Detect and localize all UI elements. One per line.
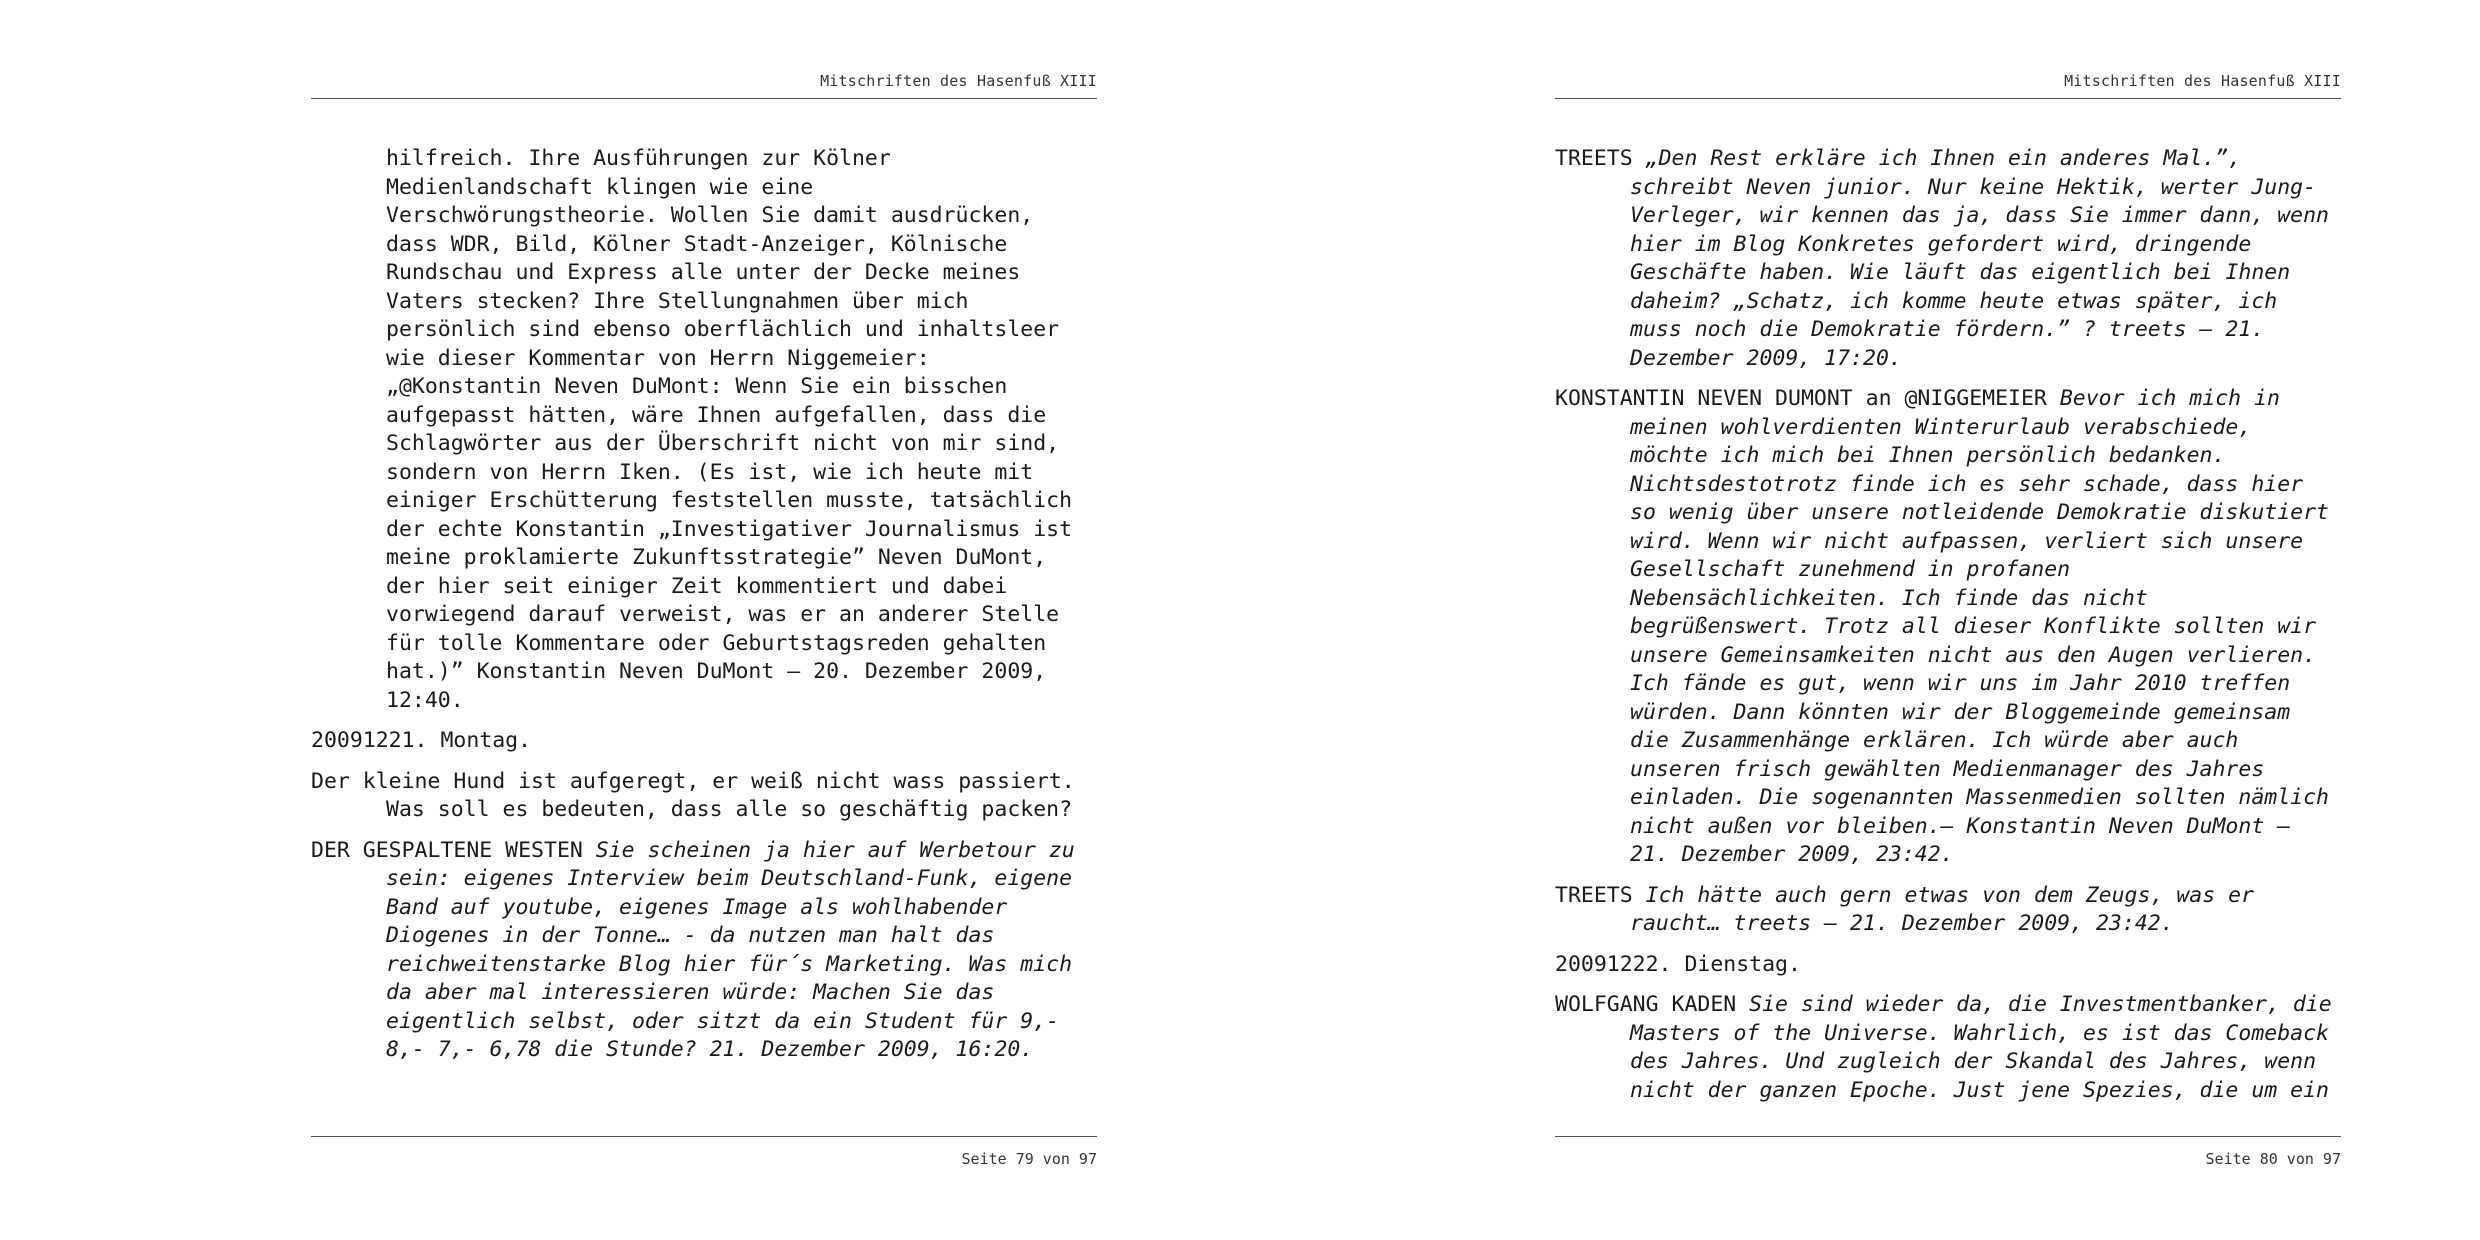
page-number: Seite 80 von 97 <box>2205 1150 2341 1168</box>
date-heading: 20091221. Montag. <box>311 728 532 753</box>
entry-treets-2 <box>1555 882 2341 939</box>
right-page <box>1555 0 2341 1240</box>
footer-rule <box>1555 1136 2341 1137</box>
entry-speaker: TREETS <box>1555 882 1633 908</box>
entry-westen <box>311 837 1097 1065</box>
header-rule <box>1555 98 2341 99</box>
entry-kaden <box>1555 991 2341 1105</box>
header-rule <box>311 98 1097 99</box>
entry-text: Ich hätte auch gern etwas von dem Zeugs, was er raucht… treets — 21. Dezember 2009, 23:42. <box>1630 882 2254 936</box>
left-page <box>311 0 1097 1240</box>
entry-text: Sie scheinen ja hier auf Werbetour zu sein: eigenes Interview beim Deutschland-Funk, eigene Band auf youtube, eigenes Image als wohlhabender Diogenes in der Tonne… - da nutzen man halt das reichweitenstarke Blog hier für´s Marketing. Was mich da aber mal interessieren würde: Machen Sie das eigentlich selbst, oder sitzt da ein Student für 9,- 8,- 7,- 6,78 die Stunde? 21. Dezember 2009, 16:20. <box>386 837 1075 1062</box>
entry-dog: Der kleine Hund ist aufgeregt, er weiß nicht wass passiert. Was soll es bedeuten, dass alle so geschäftig packen? <box>311 768 1075 822</box>
entry-speaker: KONSTANTIN NEVEN DUMONT an @NIGGEMEIER <box>1555 386 2047 411</box>
page-number: Seite 79 von 97 <box>961 1150 1097 1168</box>
page-body <box>311 145 1097 1077</box>
entry-text: Sie sind wieder da, die Investmentbanker, die Masters of the Universe. Wahrlich, es ist das Comeback des Jahres. Und zugleich der Skandal des Jahres, wenn nicht der ganzen Epoche. Just jene Spezies, die um ein <box>1630 992 2332 1103</box>
entry-text: „Den Rest erkläre ich Ihnen ein anderes Mal.”, schreibt Neven junior. Nur keine Hektik, werter Jung-Verleger, wir kennen das ja, dass Sie immer dann, wenn hier im Blog Konkretes gefordert wird, dringende Geschäfte haben. Wie läuft das eigentlich bei Ihnen daheim? „Schatz, ich komme heute etwas später, ich muss noch die Demokratie fördern.” ? treets — 21. Dezember 2009, 17:20. <box>1630 146 2329 371</box>
running-header: Mitschriften des Hasenfuß XIII <box>820 72 1097 90</box>
page-body <box>1555 145 2341 1117</box>
date-heading: 20091222. Dienstag. <box>1555 951 1801 977</box>
continued-comment: hilfreich. Ihre Ausführungen zur Kölner Medienlandschaft klingen wie eine Verschwörungstheorie. Wollen Sie damit ausdrücken, dass WDR, Bild, Kölner Stadt-Anzeiger, Kölnische Rundschau und Express alle unter der Decke meines Vaters stecken? Ihre Stellungnahmen über mich persönlich sind ebenso oberflächlich und inhaltsleer wie dieser Kommentar von Herrn Niggemeier: „@Konstantin Neven DuMont: Wenn Sie ein bisschen aufgepasst hätten, wäre Ihnen aufgefallen, dass die Schlagwörter aus der Überschrift nicht von mir sind, sondern von Herrn Iken. (Es ist, wie ich heute mit einiger Erschütterung feststellen musste, tatsächlich der echte Konstantin „Investigativer Journalismus ist meine proklamierte Zukunftsstrategie” Neven DuMont, der hier seit einiger Zeit kommentiert und dabei vorwiegend darauf verweist, was er an anderer Stelle für tolle Kommentare oder Geburtstagsreden gehalten hat.)” Konstantin Neven DuMont — 20. Dezember 2009, 12:40. <box>386 146 1073 713</box>
entry-text: Bevor ich mich in meinen wohlverdienten Winterurlaub verabschiede, möchte ich mich bei Ihnen persönlich bedanken. Nichtsdestotrotz finde ich es sehr schade, dass hier so wenig über unsere notleidende Demokratie diskutiert wird. Wenn wir nicht aufpassen, verliert sich unsere Gesellschaft zunehmend in profanen Nebensächlichkeiten. Ich finde das nicht begrüßenswert. Trotz all dieser Konflikte sollten wir unsere Gemeinsamkeiten nicht aus den Augen verlieren. Ich fände es gut, wenn wir uns im Jahr 2010 treffen würden. Dann könnten wir der Bloggemeinde gemeinsam die Zusammenhänge erklären. Ich würde aber auch unseren frisch gewählten Medienmanager des Jahres einladen. Die sogenannten Massenmedien sollten nämlich nicht außen vor bleiben.— Konstantin Neven DuMont — 21. Dezember 2009, 23:42. <box>1630 386 2329 867</box>
entry-speaker: DER GESPALTENE WESTEN <box>311 837 583 863</box>
footer-rule <box>311 1136 1097 1137</box>
entry-kndm <box>1555 385 2341 870</box>
entry-treets-1 <box>1555 145 2341 373</box>
running-header: Mitschriften des Hasenfuß XIII <box>2064 72 2341 90</box>
entry-speaker: TREETS <box>1555 146 1633 171</box>
entry-speaker: WOLFGANG KADEN <box>1555 992 1737 1017</box>
